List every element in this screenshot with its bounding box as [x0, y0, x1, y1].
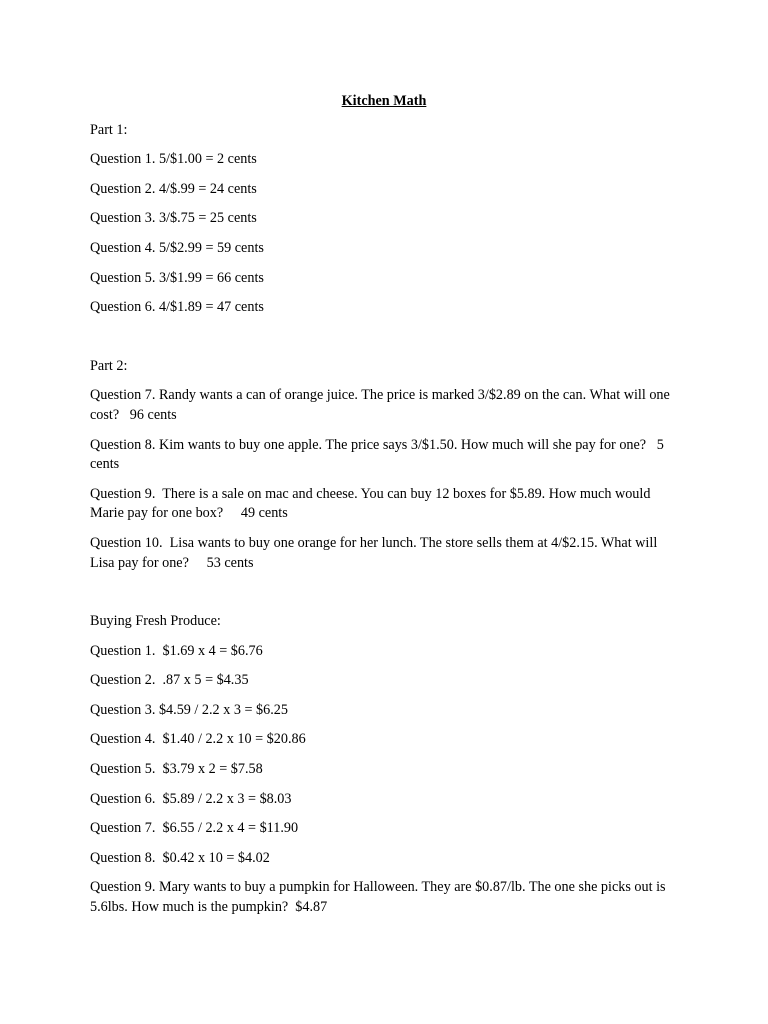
part1-question-6: Question 6. 4/$1.89 = 47 cents: [90, 299, 264, 316]
produce-question-6: Question 6. $5.89 / 2.2 x 3 = $8.03: [90, 790, 292, 807]
section-spacer: [90, 583, 690, 612]
produce-question-3: Question 3. $4.59 / 2.2 x 3 = $6.25: [90, 701, 288, 718]
document-title: Kitchen Math: [341, 93, 427, 109]
part2-question-7: Question 7. Randy wants a can of orange juice. The price is marked 3/$2.89 on the can. What will one cost? 96 cents: [90, 387, 674, 423]
produce-question-4: Question 4. $1.40 / 2.2 x 10 = $20.86: [90, 731, 306, 748]
part2-question-8: Question 8. Kim wants to buy one apple. The price says 3/$1.50. How much will she pay for one? 5 cents: [90, 436, 668, 473]
part1-heading: Part 1:: [90, 121, 128, 138]
part2-question-10: Question 10. Lisa wants to buy one orange for her lunch. The store sells them at 4/$2.15. What will Lisa pay for one? 53 cents: [90, 534, 661, 571]
part1-question-1: Question 1. 5/$1.00 = 2 cents: [90, 151, 257, 168]
produce-question-1: Question 1. $1.69 x 4 = $6.76: [90, 642, 263, 659]
part1-question-2: Question 2. 4/$.99 = 24 cents: [90, 180, 257, 197]
produce-heading: Buying Fresh Produce:: [90, 613, 221, 630]
produce-question-2: Question 2. .87 x 5 = $4.35: [90, 672, 249, 689]
part1-question-4: Question 4. 5/$2.99 = 59 cents: [90, 239, 264, 256]
produce-question-9: Question 9. Mary wants to buy a pumpkin for Halloween. They are $0.87/lb. The one she picks out is 5.6lbs. How much is the pumpkin? $4.87: [90, 879, 670, 916]
part1-question-5: Question 5. 3/$1.99 = 66 cents: [90, 269, 264, 286]
part2-question-9: Question 9. There is a sale on mac and cheese. You can buy 12 boxes for $5.89. How much would Marie pay for one box? 49 cents: [90, 485, 654, 522]
produce-question-5: Question 5. $3.79 x 2 = $7.58: [90, 761, 263, 778]
document-page: [90, 92, 690, 928]
part2-heading: Part 2:: [90, 357, 128, 374]
part1-question-3: Question 3. 3/$.75 = 25 cents: [90, 210, 257, 227]
produce-question-8: Question 8. $0.42 x 10 = $4.02: [90, 849, 270, 866]
produce-question-7: Question 7. $6.55 / 2.2 x 4 = $11.90: [90, 820, 299, 837]
section-spacer: [90, 328, 690, 357]
